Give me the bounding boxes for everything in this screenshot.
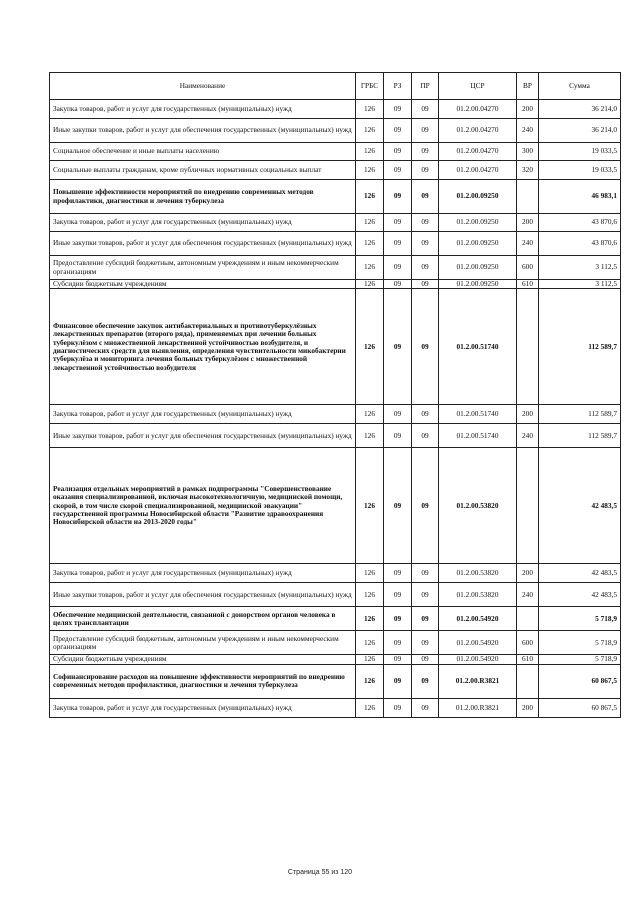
row-name: Закупка товаров, работ и услуг для государственных (муниципальных) нужд (50, 405, 356, 424)
row-name: Обеспечение медицинской деятельности, связанной с донорством органов человека в целях трансплантации (50, 607, 356, 631)
row-pr: 09 (412, 448, 439, 564)
row-vr (517, 664, 539, 698)
row-rz: 09 (384, 564, 412, 583)
row-csr: 01.2.00.04270 (439, 100, 517, 119)
row-rz: 09 (384, 256, 412, 280)
row-vr: 200 (517, 698, 539, 717)
row-pr: 09 (412, 655, 439, 664)
row-rz: 09 (384, 607, 412, 631)
row-grbs: 126 (356, 100, 384, 119)
row-pr: 09 (412, 214, 439, 232)
row-vr: 240 (517, 583, 539, 607)
row-csr: 01.2.00.09250 (439, 280, 517, 289)
row-rz: 09 (384, 100, 412, 119)
row-sum: 42 483,5 (539, 448, 621, 564)
row-sum: 5 718,9 (539, 631, 621, 655)
table-row (50, 214, 621, 232)
table-row (50, 583, 621, 607)
row-grbs: 126 (356, 405, 384, 424)
header-vr: ВР (517, 73, 539, 100)
row-csr: 01.2.00.53820 (439, 448, 517, 564)
row-vr: 610 (517, 655, 539, 664)
row-sum: 3 112,5 (539, 256, 621, 280)
row-pr: 09 (412, 119, 439, 143)
row-grbs: 126 (356, 161, 384, 180)
row-csr: 01.2.00.09250 (439, 256, 517, 280)
table-row (50, 607, 621, 631)
row-name: Иные закупки товаров, работ и услуг для обеспечения государственных (муниципальных) нужд (50, 583, 356, 607)
row-sum: 5 718,9 (539, 607, 621, 631)
row-csr: 01.2.00.04270 (439, 143, 517, 161)
row-csr: 01.2.00.51740 (439, 289, 517, 405)
row-rz: 09 (384, 664, 412, 698)
row-vr: 600 (517, 256, 539, 280)
row-grbs: 126 (356, 448, 384, 564)
row-sum: 112 589,7 (539, 405, 621, 424)
row-pr: 09 (412, 607, 439, 631)
row-grbs: 126 (356, 424, 384, 448)
row-vr: 200 (517, 564, 539, 583)
row-pr: 09 (412, 180, 439, 214)
table-row (50, 289, 621, 405)
table-header (50, 73, 621, 100)
row-sum: 19 033,5 (539, 143, 621, 161)
row-vr: 240 (517, 232, 539, 256)
row-pr: 09 (412, 100, 439, 119)
row-csr: 01.2.00.53820 (439, 583, 517, 607)
table-row (50, 664, 621, 698)
row-grbs: 126 (356, 289, 384, 405)
table-row (50, 631, 621, 655)
row-vr: 200 (517, 100, 539, 119)
row-grbs: 126 (356, 631, 384, 655)
row-rz: 09 (384, 280, 412, 289)
row-pr: 09 (412, 232, 439, 256)
row-sum: 43 870,6 (539, 214, 621, 232)
row-grbs: 126 (356, 664, 384, 698)
row-sum: 19 033,5 (539, 161, 621, 180)
header-name: Наименование (50, 73, 356, 100)
row-vr (517, 289, 539, 405)
row-rz: 09 (384, 119, 412, 143)
row-name: Закупка товаров, работ и услуг для государственных (муниципальных) нужд (50, 214, 356, 232)
row-name: Предоставление субсидий бюджетным, автономным учреждениям и иным некоммерческим организациям (50, 256, 356, 280)
row-grbs: 126 (356, 214, 384, 232)
row-pr: 09 (412, 256, 439, 280)
row-pr: 09 (412, 583, 439, 607)
row-vr: 600 (517, 631, 539, 655)
row-grbs: 126 (356, 119, 384, 143)
row-vr (517, 448, 539, 564)
row-vr (517, 180, 539, 214)
table-row (50, 424, 621, 448)
row-sum: 36 214,0 (539, 100, 621, 119)
table-row (50, 161, 621, 180)
row-grbs: 126 (356, 655, 384, 664)
row-name: Предоставление субсидий бюджетным, автономным учреждениям и иным некоммерческим организациям (50, 631, 356, 655)
row-csr: 01.2.00.51740 (439, 424, 517, 448)
row-csr: 01.2.00.54920 (439, 631, 517, 655)
row-rz: 09 (384, 405, 412, 424)
row-name: Закупка товаров, работ и услуг для государственных (муниципальных) нужд (50, 100, 356, 119)
row-name: Иные закупки товаров, работ и услуг для обеспечения государственных (муниципальных) нужд (50, 424, 356, 448)
row-pr: 09 (412, 289, 439, 405)
row-name: Реализация отдельных мероприятий в рамках подпрограммы "Совершенствование оказания специализированной, включая высокотехнологичную, медицинской помощи, скорой, в том числе скорой специализированной, медицинской эвакуации" государственной программы Новосибирской области "Развитие здравоохранения Новосибирской области на 2013-2020 годы" (50, 448, 356, 564)
header-grbs: ГРБС (356, 73, 384, 100)
row-sum: 60 867,5 (539, 698, 621, 717)
row-name: Субсидии бюджетным учреждениям (50, 655, 356, 664)
row-rz: 09 (384, 289, 412, 405)
row-rz: 09 (384, 232, 412, 256)
row-pr: 09 (412, 564, 439, 583)
header-rz: РЗ (384, 73, 412, 100)
row-vr: 240 (517, 424, 539, 448)
table-row (50, 448, 621, 564)
row-grbs: 126 (356, 698, 384, 717)
row-pr: 09 (412, 405, 439, 424)
row-name: Повышение эффективности мероприятий по внедрению современных методов профилактики, диагностики и лечения туберкулеза (50, 180, 356, 214)
row-pr: 09 (412, 664, 439, 698)
row-vr: 200 (517, 214, 539, 232)
row-csr: 01.2.00.09250 (439, 214, 517, 232)
row-pr: 09 (412, 631, 439, 655)
row-sum: 3 112,5 (539, 280, 621, 289)
row-csr: 01.2.00.09250 (439, 232, 517, 256)
row-rz: 09 (384, 698, 412, 717)
row-rz: 09 (384, 180, 412, 214)
row-grbs: 126 (356, 564, 384, 583)
budget-table (49, 72, 621, 718)
row-name: Иные закупки товаров, работ и услуг для обеспечения государственных (муниципальных) нужд (50, 119, 356, 143)
row-pr: 09 (412, 280, 439, 289)
row-name: Закупка товаров, работ и услуг для государственных (муниципальных) нужд (50, 698, 356, 717)
row-rz: 09 (384, 448, 412, 564)
row-csr: 01.2.00.54920 (439, 655, 517, 664)
row-sum: 46 983,1 (539, 180, 621, 214)
table-row (50, 405, 621, 424)
row-csr: 01.2.00.R3821 (439, 664, 517, 698)
row-rz: 09 (384, 161, 412, 180)
table-row (50, 232, 621, 256)
row-grbs: 126 (356, 180, 384, 214)
row-grbs: 126 (356, 143, 384, 161)
row-name: Субсидии бюджетным учреждениям (50, 280, 356, 289)
row-csr: 01.2.00.53820 (439, 564, 517, 583)
row-sum: 60 867,5 (539, 664, 621, 698)
row-csr: 01.2.00.54920 (439, 607, 517, 631)
row-sum: 112 589,7 (539, 289, 621, 405)
table-body (50, 100, 621, 718)
row-vr: 240 (517, 119, 539, 143)
row-csr: 01.2.00.09250 (439, 180, 517, 214)
row-vr (517, 607, 539, 631)
row-grbs: 126 (356, 232, 384, 256)
row-name: Социальное обеспечение и иные выплаты населению (50, 143, 356, 161)
row-sum: 112 589,7 (539, 424, 621, 448)
row-rz: 09 (384, 583, 412, 607)
row-rz: 09 (384, 214, 412, 232)
table-row (50, 256, 621, 280)
table-row (50, 180, 621, 214)
table-row (50, 280, 621, 289)
table-row (50, 564, 621, 583)
row-rz: 09 (384, 424, 412, 448)
row-pr: 09 (412, 698, 439, 717)
row-sum: 42 483,5 (539, 564, 621, 583)
row-rz: 09 (384, 655, 412, 664)
row-grbs: 126 (356, 583, 384, 607)
row-csr: 01.2.00.04270 (439, 119, 517, 143)
row-name: Софинансирование расходов на повышение эффективности мероприятий по внедрению современных методов профилактики, диагностики и лечения туберкулеза (50, 664, 356, 698)
row-sum: 5 718,9 (539, 655, 621, 664)
row-vr: 200 (517, 405, 539, 424)
row-name: Закупка товаров, работ и услуг для государственных (муниципальных) нужд (50, 564, 356, 583)
table-row (50, 100, 621, 119)
row-pr: 09 (412, 424, 439, 448)
row-pr: 09 (412, 161, 439, 180)
row-csr: 01.2.00.R3821 (439, 698, 517, 717)
row-name: Социальные выплаты гражданам, кроме публичных нормативных социальных выплат (50, 161, 356, 180)
row-grbs: 126 (356, 256, 384, 280)
row-name: Иные закупки товаров, работ и услуг для обеспечения государственных (муниципальных) нужд (50, 232, 356, 256)
row-grbs: 126 (356, 280, 384, 289)
row-vr: 300 (517, 143, 539, 161)
row-vr: 320 (517, 161, 539, 180)
row-csr: 01.2.00.04270 (439, 161, 517, 180)
table-row (50, 119, 621, 143)
header-sum: Сумма (539, 73, 621, 100)
row-sum: 43 870,6 (539, 232, 621, 256)
table-row (50, 698, 621, 717)
row-sum: 42 483,5 (539, 583, 621, 607)
row-pr: 09 (412, 143, 439, 161)
page-number: Страница 55 из 120 (287, 869, 353, 876)
row-sum: 36 214,0 (539, 119, 621, 143)
header-csr: ЦСР (439, 73, 517, 100)
row-vr: 610 (517, 280, 539, 289)
table-row (50, 143, 621, 161)
row-rz: 09 (384, 631, 412, 655)
row-grbs: 126 (356, 607, 384, 631)
row-csr: 01.2.00.51740 (439, 405, 517, 424)
header-pr: ПР (412, 73, 439, 100)
row-name: Финансовое обеспечение закупок антибактериальных и противотуберкулёзных лекарственных препаратов (второго ряда), применяемых при лечении больных туберкулёзом с множественной лекарственной устойчивостью возбудителя, и диагностических средств для выявления, определения чувствительности микобактерии туберкулёза и мониторинга лечения больных туберкулёзом с множественной лекарственной устойчивостью возбудителя (50, 289, 356, 405)
table-row (50, 655, 621, 664)
row-rz: 09 (384, 143, 412, 161)
